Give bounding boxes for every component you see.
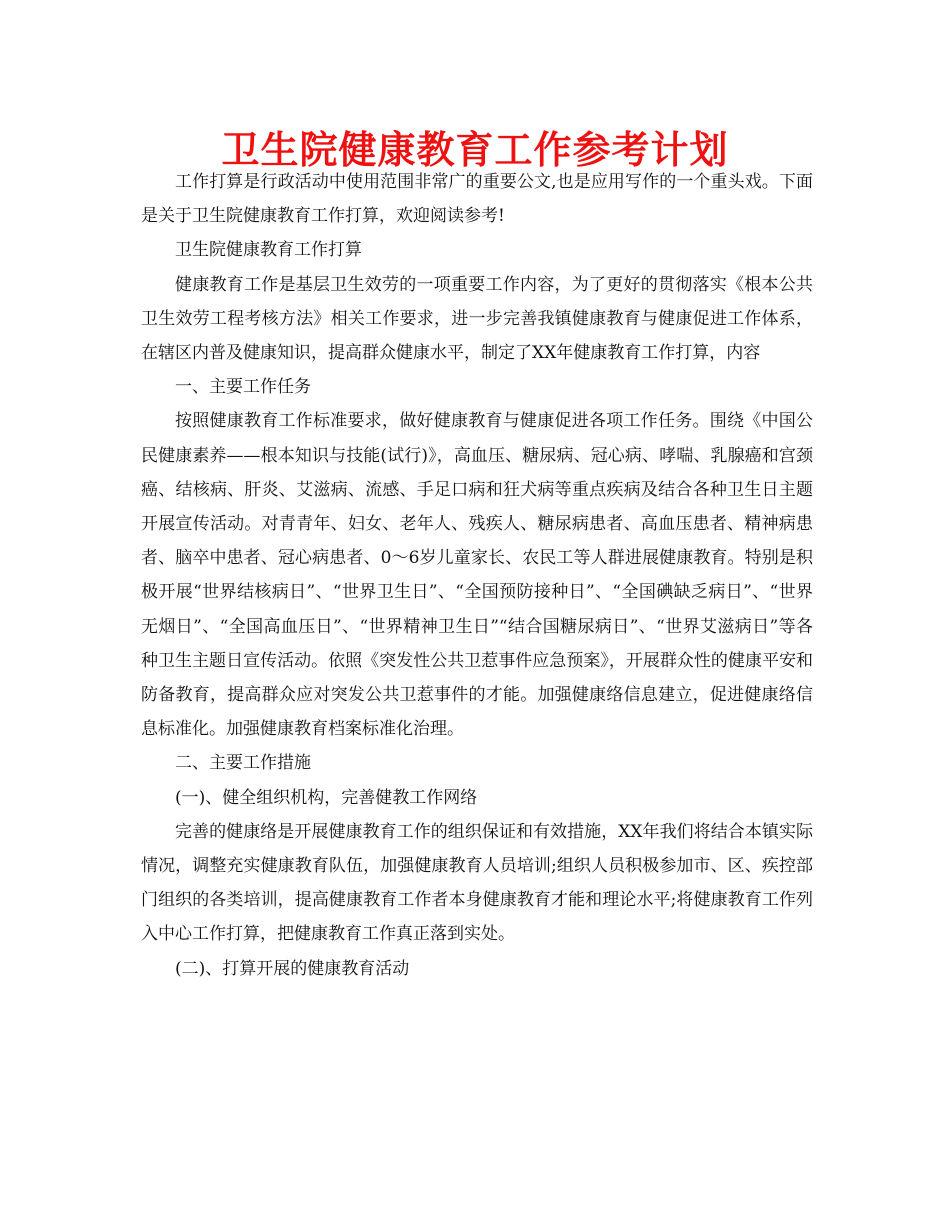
paragraph-intro: 工作打算是行政活动中使用范围非常广的重要公文,也是应用写作的一个重头戏。下面是关于卫生院健康教育工作打算，欢迎阅读参考! [141,172,813,227]
document-body [141,165,813,986]
section-heading-measures: 二、主要工作措施 [175,753,311,774]
paragraph-tasks: 按照健康教育工作标准要求，做好健康教育与健康促进各项工作任务。围绕《中国公民健康素养——根本知识与技能(试行)》，高血压、糖尿病、冠心病、哮喘、乳腺癌和宫颈癌、结核病、肝炎、艾滋病、流感、手足口病和狂犬病等重点疾病及结合各种卫生日主题开展宣传活动。对青青年、妇女、老年人、残疾人、糖尿病患者、高血压患者、精神病患者、脑卒中患者、冠心病患者、0～6岁儿童家长、农民工等人群进展健康教育。特别是积极开展“世界结核病日”、“世界卫生日”、“全国预防接种日”、“全国碘缺乏病日”、“世界无烟日”、“全国高血压日”、“世界精神卫生日”“结合国糖尿病日”、“世界艾滋病日”等各种卫生主题日宣传活动。依照《突发性公共卫惹事件应急预案》，开展群众性的健康平安和防备教育，提高群众应对突发公共卫惹事件的才能。加强健康络信息建立，促进健康络信息标准化。加强健康教育档案标准化治理。 [141,411,813,740]
subsection-heading-organization: (一)、健全组织机构，完善健教工作网络 [175,787,478,808]
paragraph-overview: 健康教育工作是基层卫生效劳的一项重要工作内容，为了更好的贯彻落实《根本公共卫生效劳工程考核方法》相关工作要求，进一步完善我镇健康教育与健康促进工作体系，在辖区内普及健康知识，提高群众健康水平，制定了XX年健康教育工作打算，内容 [141,274,813,364]
paragraph-organization: 完善的健康络是开展健康教育工作的组织保证和有效措施，XX年我们将结合本镇实际情况，调整充实健康教育队伍，加强健康教育人员培训;组织人员积极参加市、区、疾控部门组织的各类培训，提高健康教育工作者本身健康教育才能和理论水平;将健康教育工作列入中心工作打算，把健康教育工作真正落到实处。 [141,821,813,945]
subsection-heading-activities: (二)、打算开展的健康教育活动 [175,958,410,979]
document-title: 卫生院健康教育工作参考计划 [221,127,729,172]
section-heading-tasks: 一、主要工作任务 [175,377,311,398]
paragraph-subtitle: 卫生院健康教育工作打算 [175,240,362,261]
